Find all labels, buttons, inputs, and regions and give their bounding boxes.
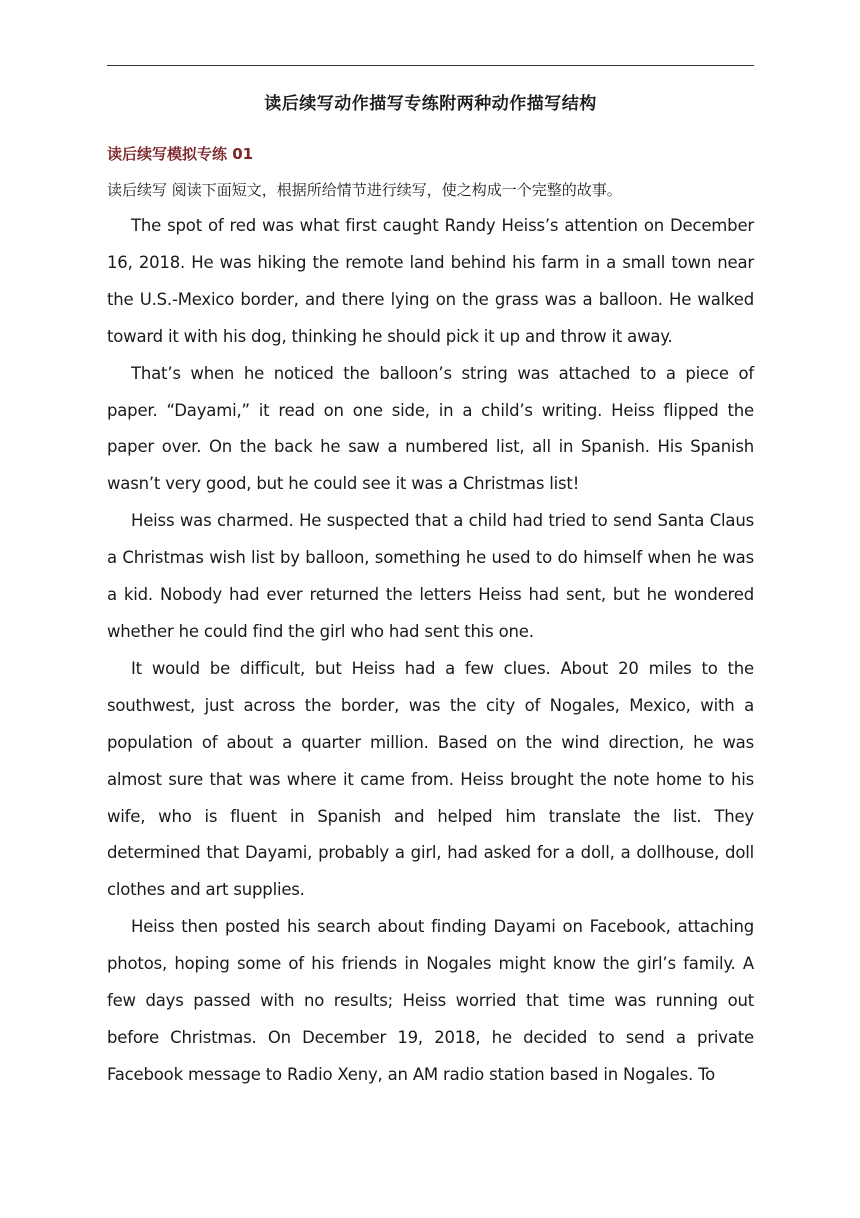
header-rule (107, 65, 754, 66)
story-paragraph-3: Heiss was charmed. He suspected that a child had tried to send Santa Claus a Christmas wish list by balloon, something he used to do himself when he was a kid. Nobody had ever returned the letters Heiss had sent, but he wondered whether he could find the girl who had sent this one. (107, 511, 754, 641)
story-paragraph-5: Heiss then posted his search about finding Dayami on Facebook, attaching photos, hoping some of his friends in Nogales might know the girl’s family. A few days passed with no results; Heiss worried that time was running out before Christmas. On December 19, 2018, he decided to send a private Facebook message to Radio Xeny, an AM radio station based in Nogales. To (107, 917, 754, 1084)
document-title: 读后续写动作描写专练附两种动作描写结构 (264, 94, 597, 114)
story-paragraph-4: It would be difficult, but Heiss had a few clues. About 20 miles to the southwest, just across the border, was the city of Nogales, Mexico, with a population of about a quarter million. Based on the wind direction, he was almost sure that was where it came from. Heiss brought the note home to his wife, who is fluent in Spanish and helped him translate the list. They determined that Dayami, probably a girl, had asked for a doll, a dollhouse, doll clothes and art supplies. (107, 658, 754, 900)
section-heading: 读后续写模拟专练 01 (107, 145, 254, 163)
story-body (107, 208, 754, 1094)
task-instruction: 读后续写 阅读下面短文，根据所给情节进行续写，使之构成一个完整的故事。 (107, 181, 622, 199)
story-paragraph-2: That’s when he noticed the balloon’s string was attached to a piece of paper. “Dayami,” it read on one side, in a child’s writing. Heiss flipped the paper over. On the back he saw a numbered list, all in Spanish. His Spanish wasn’t very good, but he could see it was a Christmas list! (107, 363, 754, 494)
story-paragraph-1: The spot of red was what first caught Randy Heiss’s attention on December 16, 2018. He was hiking the remote land behind his farm in a small town near the U.S.-Mexico border, and there lying on the grass was a balloon. He walked toward it with his dog, thinking he should pick it up and throw it away. (107, 216, 754, 346)
document-page (107, 0, 754, 1218)
